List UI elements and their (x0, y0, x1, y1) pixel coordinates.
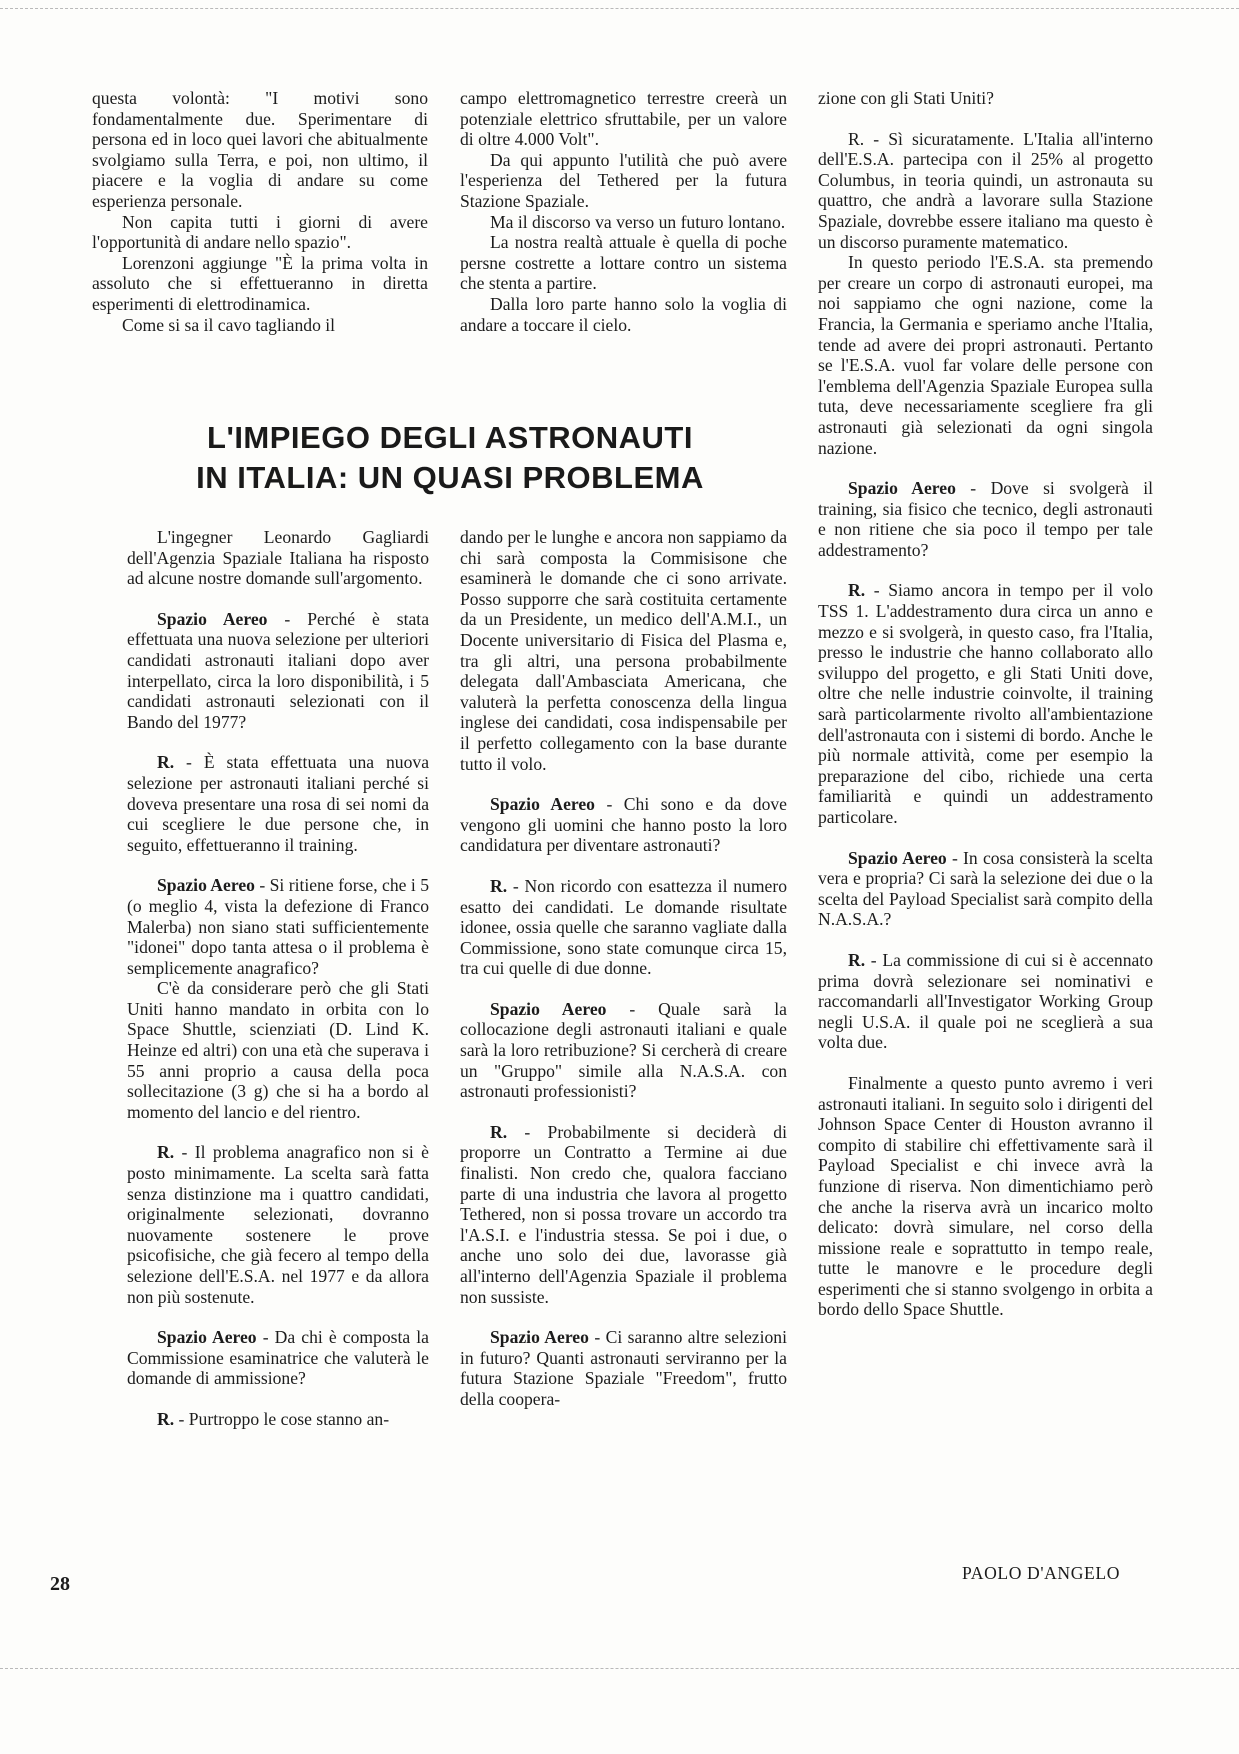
paragraph: In questo periodo l'E.S.A. sta premendo per creare un corpo di astronauti europei, ma noi sappiamo che ogni nazione, come la Francia, la Germania e speriamo anche l'Italia, tende ad avere dei propri astronauti. Pertanto se l'E.S.A. vuol far volare delle persone con l'emblema dell'Agenzia Spaziale Europea sulla tuta, deve necessariamente scegliere fra gli astronauti già selezionati da ogni singola nazione. (818, 252, 1153, 458)
paragraph: Ma il discorso va verso un futuro lontano. (490, 211, 786, 232)
interviewer-label: Spazio Aereo (848, 847, 947, 868)
answer-label: R. (848, 580, 866, 601)
article-column-5 (460, 527, 787, 1410)
question-paragraph (127, 875, 429, 978)
author-byline: PAOLO D'ANGELO (962, 1563, 1121, 1583)
question-paragraph (127, 1327, 429, 1389)
intro-paragraph: L'ingegner Leonardo Gagliardi dell'Agenzia Spaziale Italiana ha risposto ad alcune nostre domande sull'argomento. (127, 527, 429, 589)
paragraph: Lorenzoni aggiunge "È la prima volta in assoluto che si effettueranno in diretta esperimenti di elettrodinamica. (92, 252, 428, 314)
answer-label: R. (490, 875, 508, 896)
answer-paragraph (818, 950, 1153, 1053)
paragraph: Dalla loro parte hanno solo la voglia di andare a toccare il cielo. (460, 293, 787, 335)
article-column-2 (460, 88, 787, 335)
paragraph: dando per le lunghe e ancora non sappiamo da chi sarà composta la Commisisone che esaminerà le domande che ci sono arrivate. Posso supporre che sarà costituita certamente da un Presidente, un medico dell'A.M.I., un Docente universitario di Fisica del Plasma e, tra gli altri, una persona probabilmente delegata dall'Ambasciata Americana, che valuterà la perfetta conoscenza della lingua inglese dei candidati, cosa indispensabile per il perfetto collegamento con la base durante tutto il volo. (460, 527, 787, 774)
answer-text: - La commissione di cui si è accennato prima dovrà selezionare sei nominativi e raccomandarli all'Investigator Working Group negli U.S.A. il quale poi ne sceglierà a sua volta due. (818, 949, 1153, 1053)
question-text: - In cosa consisterà la scelta vera e propria? Ci sarà la selezione dei due o la scelta del Payload Specialist sarà compito della N.A.S.A.? (818, 847, 1153, 930)
question-text: - Da chi è composta la Commissione esaminatrice che valuterà le domande di ammissione? (127, 1327, 429, 1389)
page-number: 28 (50, 1573, 70, 1595)
paragraph: zione con gli Stati Uniti? (818, 88, 994, 108)
answer-text: - Probabilmente si deciderà di proporre un Contratto a Termine ai due finalisti. Non credo che, qualora facciano parte di una industria che lavora al progetto Tethered, non si possa trovare un accordo tra l'A.S.I. e l'industria stessa. Se poi i due, o anche uno solo dei due, lavorasse già all'interno dell'Agenzia Spaziale il problema non sussiste. (460, 1121, 787, 1307)
bottom-scan-edge (0, 1668, 1239, 1669)
answer-text: - Il problema anagrafico non si è posto minimamente. La scelta sarà fatta senza distinzione ma i quattro candidati, originalmente selezionati, dovranno nuovamente sostenere le prove psicofisiche, che già fecero al tempo della selezione dell'E.S.A. nel 1977 e da allora non più sostenute. (127, 1142, 429, 1307)
interviewer-label: Spazio Aereo (157, 875, 255, 896)
answer-text: - Purtroppo le cose stanno an- (174, 1408, 390, 1429)
article-column-3 (818, 88, 1153, 1320)
question-paragraph (460, 999, 787, 1102)
interviewer-label: Spazio Aereo (848, 478, 956, 499)
answer-paragraph (460, 876, 787, 979)
answer-label: R. (157, 1142, 175, 1163)
question-paragraph (460, 794, 787, 856)
headline-line-2: IN ITALIA: UN QUASI PROBLEMA (196, 460, 704, 495)
answer-paragraph (127, 752, 429, 855)
answer-text: - È stata effettuata una nuova selezione per astronauti italiani perché si doveva presentare una rosa di sei nomi da cui scegliere le due persone che, in seguito, effettueranno il training. (127, 752, 429, 855)
interviewer-label: Spazio Aereo (490, 794, 595, 815)
paragraph: questa volontà: "I motivi sono fondamentalmente due. Sperimentare di persona ed in loco quei lavori che abitualmente svolgiamo sulla Terra, e poi, non ultimo, il piacere e la voglia di andare su come esperienza personale. (92, 88, 428, 211)
question-paragraph (460, 1327, 787, 1409)
question-paragraph (818, 848, 1153, 930)
interviewer-label: Spazio Aereo (490, 1327, 589, 1348)
article-column-1 (92, 88, 428, 335)
headline-line-1: L'IMPIEGO DEGLI ASTRONAUTI (207, 420, 693, 455)
article-headline (130, 418, 770, 498)
paragraph: Come si sa il cavo tagliando il (122, 314, 336, 335)
answer-paragraph (127, 1142, 429, 1307)
answer-text: - Non ricordo con esattezza il numero esatto dei candidati. Le domande risultate idonee, ossia quelle che saranno vagliate dalla Commissione, sono state comunque circa 15, tra cui quelle di due donne. (460, 875, 787, 979)
question-paragraph (818, 478, 1153, 560)
answer-label: R. (848, 949, 866, 970)
question-text: - Quale sarà la collocazione degli astronauti italiani e quale sarà la loro retribuzione? Si cercherà di creare un "Gruppo" simile alla N.A.S.A. con astronauti professionisti? (460, 998, 787, 1102)
answer-text: - Siamo ancora in tempo per il volo TSS 1. L'addestramento dura circa un anno e mezzo e si svolgerà, in questo caso, fra l'Italia, presso le industrie che hanno collaborato allo sviluppo del progetto, e gli Stati Uniti dove, oltre che nelle industrie coinvolte, il training sarà particolarmente rivolto all'ambientazione dell'astronauta con i sistemi di bordo. Anche le più normale attività, come per esempio la preparazione del cibo, richiede una certa familiarità e quindi un addestramento particolare. (818, 580, 1153, 827)
question-text: - Chi sono e da dove vengono gli uomini che hanno posto la loro candidatura per diventare astronauti? (460, 794, 787, 856)
paragraph: Non capita tutti i giorni di avere l'opportunità di andare nello spazio". (92, 211, 428, 253)
paragraph: La nostra realtà attuale è quella di poche persne costrette a lottare contro un sistema che stenta a partire. (460, 232, 787, 294)
paragraph: Da qui appunto l'utilità che può avere l'esperienza del Tethered per la futura Stazione Spaziale. (460, 149, 787, 211)
paragraph: C'è da considerare però che gli Stati Uniti hanno mandato in orbita con lo Space Shuttle, scienziati (D. Lind K. Heinze ed altri) con una età che superava i 55 anni proprio a causa della poca sollecitazione (3 g) che si ha a bordo al momento del lancio e del rientro. (127, 978, 429, 1122)
interviewer-label: Spazio Aereo (157, 608, 268, 629)
answer-label: R. (490, 1121, 508, 1142)
question-text: - Ci saranno altre selezioni in futuro? Quanti astronauti serviranno per la futura Stazione Spaziale "Freedom", frutto della coopera- (460, 1327, 787, 1409)
interviewer-label: Spazio Aereo (157, 1327, 257, 1348)
answer-paragraph (818, 580, 1153, 827)
interviewer-label: Spazio Aereo (490, 998, 607, 1019)
answer-paragraph: R. - Sì sicuratamente. L'Italia all'interno dell'E.S.A. partecipa con il 25% al progetto Columbus, in teoria quindi, un astronauta su quattro, che andrà a lavorare sulla Stazione Spaziale, dovrebbe essere italiano ma questo è un discorso puramente matematico. (818, 128, 1153, 252)
answer-label: R. (157, 752, 175, 773)
article-column-4 (127, 527, 429, 1430)
answer-paragraph (460, 1122, 787, 1307)
answer-paragraph (127, 1409, 429, 1430)
question-text: - Si ritiene forse, che i 5 (o meglio 4, vista la defezione di Franco Malerba) non siano stati sufficientemente "idonei" dopo tanta attesa o il problema è semplicemente anagrafico? (127, 875, 429, 978)
question-text: - Dove si svolgerà il training, sia fisico che tecnico, degli astronauti e non ritiene che sia poco il tempo per tale addestramento? (818, 478, 1153, 560)
question-paragraph (127, 609, 429, 733)
paragraph: campo elettromagnetico terrestre creerà un potenziale elettrico sfruttabile, per un valore di oltre 4.000 Volt". (460, 88, 787, 150)
question-text: - Perché è stata effettuata una nuova selezione per ulteriori candidati astronauti italiani dopo aver interpellato, circa la loro disponibilità, i 5 candidati astronauti selezionati con il Bando del 1977? (127, 608, 429, 732)
answer-label: R. (157, 1408, 175, 1429)
top-scan-edge (0, 8, 1239, 9)
paragraph: Finalmente a questo punto avremo i veri astronauti italiani. In seguito solo i dirigenti del Johnson Space Center di Houston avranno il compito di stabilire chi effettivamente sarà il Payload Specialist e chi invece avrà la funzione di riserva. Non dimentichiamo però che anche la riserva avrà un incarico molto delicato: dovrà simulare, nel corso della missione reale e soprattutto in tempo reale, tutte le manovre e le procedure degli esperimenti che si stanno svolgengo in orbita a bordo dello Space Shuttle. (818, 1072, 1153, 1320)
